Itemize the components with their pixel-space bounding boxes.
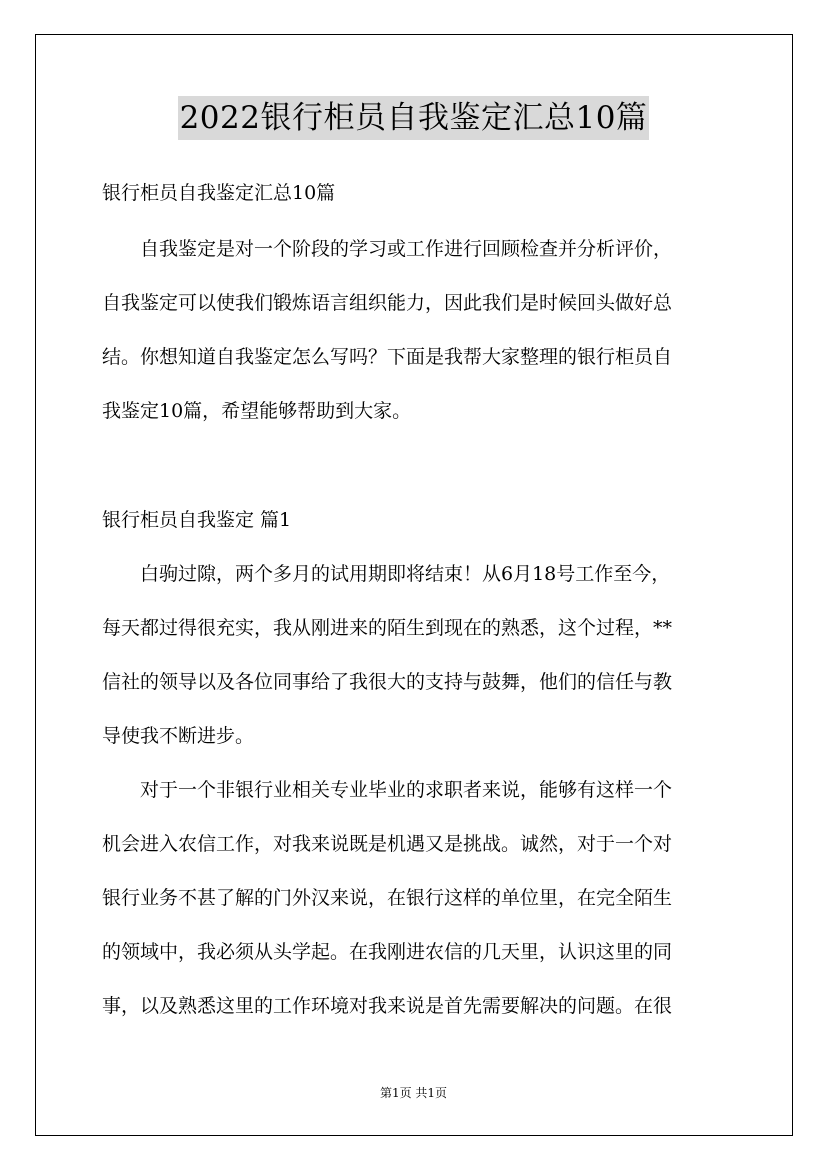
title-container [0, 96, 827, 140]
paragraph-line: 的领域中，我必须从头学起。在我刚进农信的几天里，认识这里的同 [102, 941, 673, 963]
subtitle-line: 银行柜员自我鉴定汇总10篇 [102, 182, 336, 204]
section-heading: 银行柜员自我鉴定 篇1 [102, 509, 292, 531]
paragraph-line: 信社的领导以及各位同事给了我很大的支持与鼓舞，他们的信任与教 [102, 671, 673, 693]
paragraph-line: 导使我不断进步。 [102, 725, 255, 747]
paragraph-line: 对于一个非银行业相关专业毕业的求职者来说，能够有这样一个 [102, 779, 673, 801]
paragraph-line: 自我鉴定可以使我们锻炼语言组织能力，因此我们是时候回头做好总 [102, 292, 673, 314]
paragraph-line: 结。你想知道自我鉴定怎么写吗？下面是我帮大家整理的银行柜员自 [102, 346, 673, 368]
paragraph-line: 银行业务不甚了解的门外汉来说，在银行这样的单位里，在完全陌生 [102, 887, 673, 909]
paragraph-line: 每天都过得很充实，我从刚进来的陌生到现在的熟悉，这个过程，** [102, 617, 673, 639]
page-footer: 第1页 共1页 [379, 1086, 448, 1100]
paragraph-line: 我鉴定10篇，希望能够帮助到大家。 [102, 400, 412, 422]
paragraph-line: 自我鉴定是对一个阶段的学习或工作进行回顾检查并分析评价， [102, 238, 673, 260]
paragraph-line: 机会进入农信工作，对我来说既是机遇又是挑战。诚然，对于一个对 [102, 833, 673, 855]
paragraph-line: 事，以及熟悉这里的工作环境对我来说是首先需要解决的问题。在很 [102, 995, 673, 1017]
paragraph-line: 白驹过隙，两个多月的试用期即将结束！从6月18号工作至今， [102, 563, 671, 585]
document-title: 2022银行柜员自我鉴定汇总10篇 [178, 96, 650, 140]
